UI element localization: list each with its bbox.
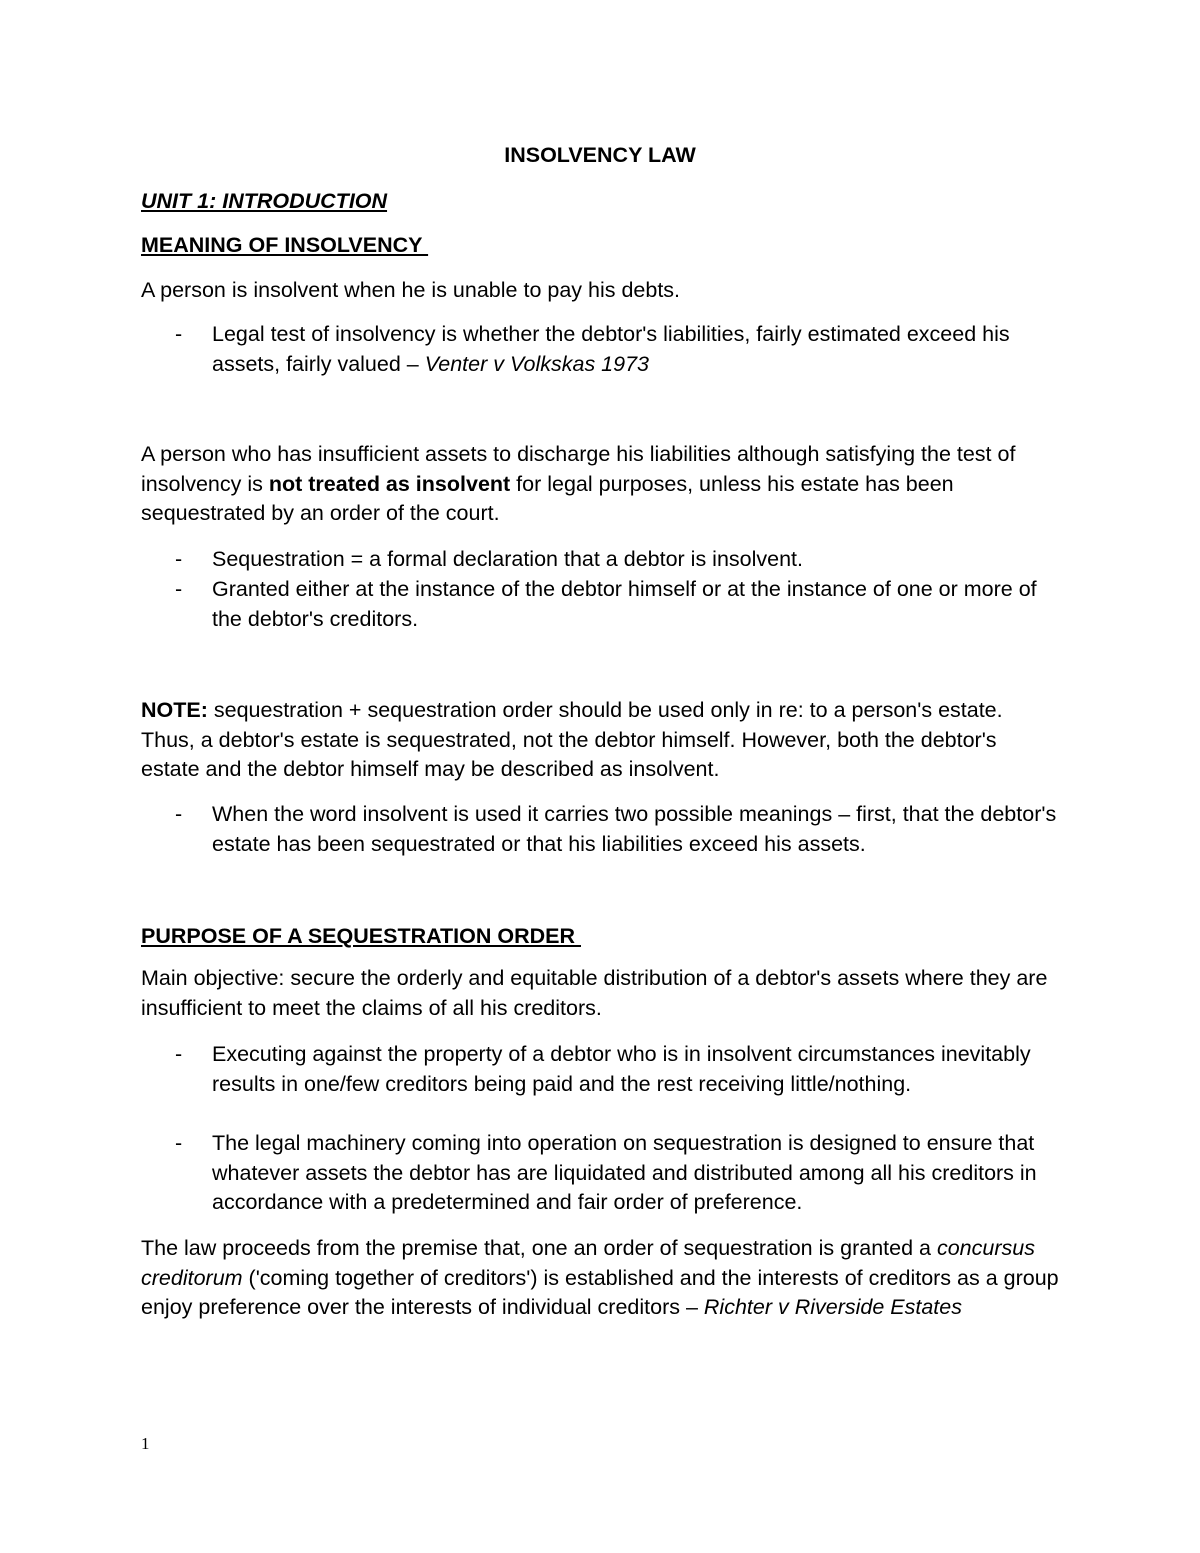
- bullet-text-part: Legal test of insolvency is whether the debtor's liabilities, fairly estimated exceed his assets, fairly valued –: [212, 322, 1010, 376]
- paragraph: Main objective: secure the orderly and equitable distribution of a debtor's assets where they are insufficient to meet the claims of all his creditors.: [141, 966, 1048, 1020]
- case-citation: Venter v Volkskas 1973: [424, 351, 649, 376]
- bullet-item: [175, 545, 1065, 575]
- bullet-text: Sequestration = a formal declaration that a debtor is insolvent.: [212, 547, 803, 571]
- paragraph-part: for legal purposes, unless his estate has been sequestrated by an order of the court.: [141, 471, 954, 526]
- bullet-text: [212, 320, 1065, 379]
- bullet-text: Executing against the property of a debtor who is in insolvent circumstances inevitably results in one/few creditors being paid and the rest receiving little/nothing.: [212, 1042, 1031, 1096]
- paragraph-part: ('coming together of creditors') is established and the interests of creditors as a group enjoy preference over the interests of individual creditors –: [141, 1265, 1059, 1320]
- note-label: NOTE:: [141, 698, 208, 722]
- paragraph: [141, 440, 1061, 529]
- paragraph-part: A person who has insufficient assets to discharge his liabilities although satisfying the test of insolvency is: [141, 442, 1016, 496]
- bold-emphasis: not treated as insolvent: [268, 471, 511, 496]
- bullet-item: [175, 1040, 1065, 1099]
- paragraph-part: The law proceeds from the premise that, one an order of sequestration is granted a: [141, 1236, 937, 1260]
- bullet-item: [175, 575, 1065, 634]
- bullet-dash: -: [175, 802, 183, 826]
- paragraph: [141, 1234, 1061, 1323]
- bullet-dash: -: [175, 1042, 183, 1066]
- section-heading-meaning: MEANING OF INSOLVENCY: [141, 233, 429, 257]
- bullet-dash: -: [175, 547, 183, 571]
- unit-heading: UNIT 1: INTRODUCTION: [141, 189, 388, 213]
- bullet-item: [175, 320, 1065, 379]
- bullet-text: When the word insolvent is used it carries two possible meanings – first, that the debtor's estate has been sequestrated or that his liabilities exceed his assets.: [212, 802, 1057, 856]
- latin-term: concursus creditorum: [141, 1236, 1035, 1290]
- case-citation: Richter v Riverside Estates: [703, 1295, 962, 1320]
- note-text: sequestration + sequestration order should be used only in re: to a person's estate. Thus, a debtor's estate is sequestrated, not the debtor himself. However, both the debtor's estate and the debtor himself may be described as insolvent.: [141, 698, 1003, 782]
- bullet-text: Granted either at the instance of the debtor himself or at the instance of one or more of the debtor's creditors.: [212, 577, 1037, 631]
- bullet-text: The legal machinery coming into operation on sequestration is designed to ensure that whatever assets the debtor has are liquidated and distributed among all his creditors in accordance with a predetermined and fair order of preference.: [212, 1131, 1037, 1215]
- paragraph: A person is insolvent when he is unable to pay his debts.: [141, 278, 681, 302]
- document-title: INSOLVENCY LAW: [504, 143, 696, 167]
- page-number: 1: [141, 1434, 150, 1453]
- bullet-item: [175, 800, 1065, 859]
- bullet-item: [175, 1129, 1065, 1218]
- section-heading-purpose: PURPOSE OF A SEQUESTRATION ORDER: [141, 924, 581, 948]
- bullet-dash: -: [175, 577, 183, 601]
- note-paragraph: [141, 696, 1061, 785]
- bullet-dash: -: [175, 322, 183, 346]
- bullet-dash: -: [175, 1131, 183, 1155]
